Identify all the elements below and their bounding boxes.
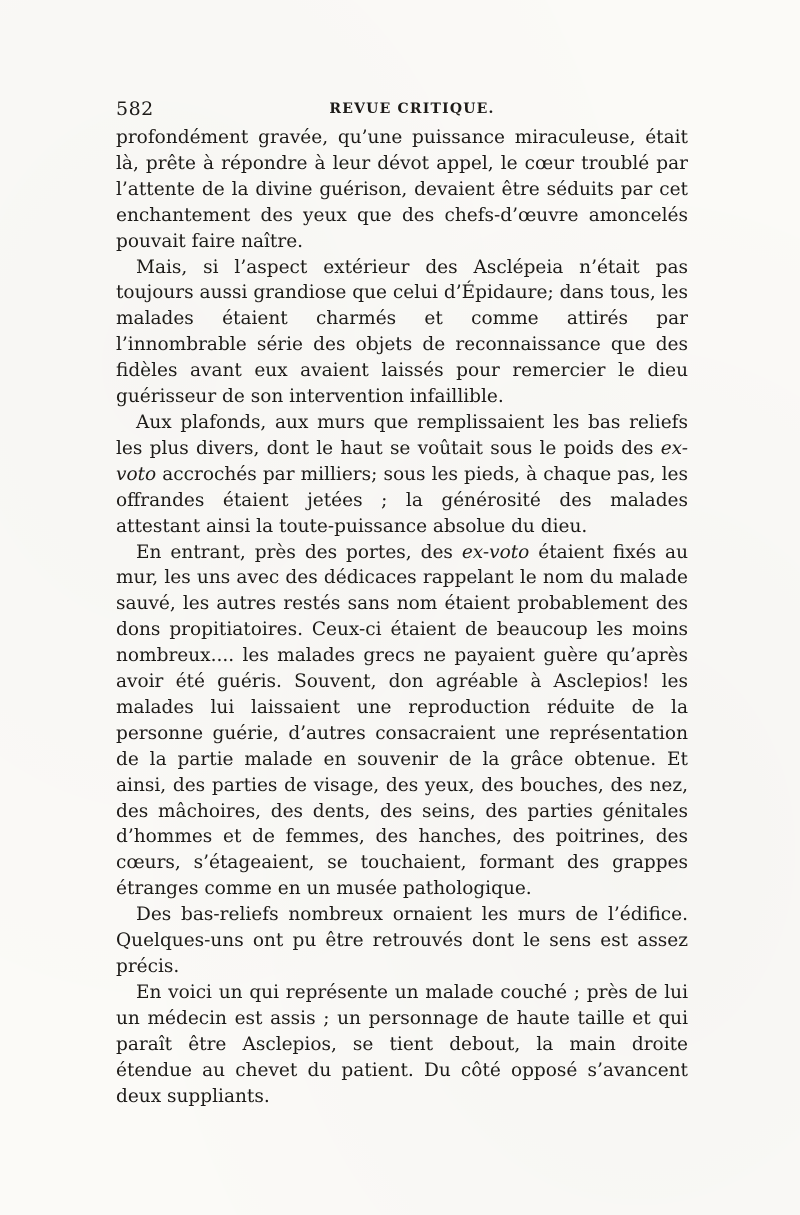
paragraph-1-text: profondément gravée, qu’une puissance miraculeuse, était là, prête à répondre à leur dévot appel, le cœur troublé par l’attente de la divine guérison, devaient être séduits par cet enchantement des yeux que des chefs-d’œuvre amoncelés pouvait faire naître. xyxy=(116,127,688,252)
body-text xyxy=(116,125,688,1109)
paragraph-2-text: Mais, si l’aspect extérieur des Asclépeia n’était pas toujours aussi grandiose que celui d’Épidaure; dans tous, les malades étaient charmés et comme attirés par l’innombrable série des objets de reconnaissance que des fidèles avant eux avaient laissés pour remercier le dieu guérisseur de son intervention infaillible. xyxy=(116,256,688,408)
paragraph-5 xyxy=(116,902,688,980)
paragraph-3-text-a: Aux plafonds, aux murs que remplissaient les bas reliefs les plus divers, dont le haut se voûtait sous le poids des xyxy=(116,411,688,459)
paragraph-4-text-b: étaient fixés au mur, les uns avec des dédicaces rappelant le nom du malade sauvé, les autres restés sans nom étaient probablement des dons propitiatoires. Ceux-ci étaient de beaucoup les moins nombreux.... les malades grecs ne payaient guère qu’après avoir été guéris. Souvent, don agréable à Asclepios! les malades lui laissaient une reproduction réduite de la personne guérie, d’autres consacraient une représentation de la partie malade en souvenir de la grâce obtenue. Et ainsi, des parties de visage, des yeux, des bouches, des nez, des mâchoires, des dents, des seins, des parties génitales d’hommes et de femmes, des hanches, des poitrines, des cœurs, s’étageaient, se touchaient, formant des grappes étranges comme en un musée pathologique. xyxy=(116,541,688,900)
paragraph-6 xyxy=(116,980,688,1110)
paragraph-4-text-a: En entrant, près des portes, des xyxy=(136,541,462,563)
page-header xyxy=(116,98,688,124)
paragraph-2 xyxy=(116,255,688,410)
paragraph-3-text-b: accrochés par milliers; sous les pieds, à chaque pas, les offrandes étaient jetées ; la générosité des malades attestant ainsi la toute-puissance absolue du dieu. xyxy=(116,463,688,537)
page-number: 582 xyxy=(116,98,154,120)
paragraph-3-ex-voto: ex-voto xyxy=(116,437,688,485)
paragraph-5-text: Des bas-reliefs nombreux ornaient les murs de l’édifice. Quelques-uns ont pu être retrouvés dont le sens est assez précis. xyxy=(116,904,688,977)
paragraph-4-ex-voto: ex-voto xyxy=(461,541,530,563)
paragraph-4 xyxy=(116,540,688,903)
paragraph-6-text: En voici un qui représente un malade couché ; près de lui un médecin est assis ; un personnage de haute taille et qui paraît être Asclepios, se tient debout, la main droite étendue au chevet du patient. Du côté opposé s’avancent deux suppliants. xyxy=(116,981,688,1107)
paragraph-1 xyxy=(116,125,688,255)
running-head: REVUE CRITIQUE. xyxy=(329,101,495,117)
paragraph-3 xyxy=(116,410,688,540)
